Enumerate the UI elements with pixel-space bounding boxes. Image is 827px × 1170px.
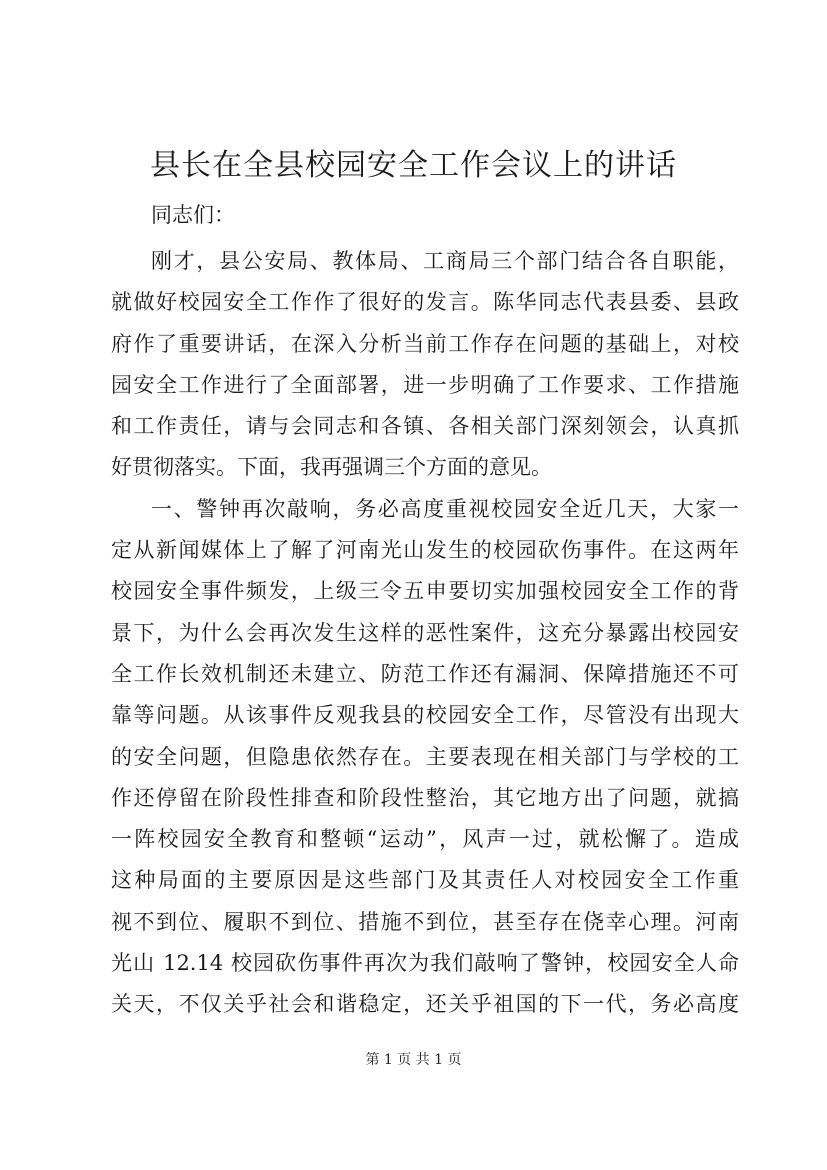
document-title: 县长在全县校园安全工作会议上的讲话 (150, 148, 677, 183)
paragraph-1 (111, 241, 739, 489)
paragraph-line: 光山 12.14 校园砍伤事件再次为我们敲响了警钟，校园安全人命 (111, 951, 739, 976)
paragraph-line: 景下，为什么会再次发生这样的恶性案件，这充分暴露出校园安 (111, 620, 739, 645)
paragraph-line: 校园安全事件频发，上级三令五申要切实加强校园安全工作的背 (111, 579, 739, 604)
paragraph-line: 的安全问题，但隐患依然存在。主要表现在相关部门与学校的工 (111, 744, 739, 769)
paragraph-line: 和工作责任，请与会同志和各镇、各相关部门深刻领会，认真抓 (111, 414, 739, 439)
paragraph-line: 定从新闻媒体上了解了河南光山发生的校园砍伤事件。在这两年 (111, 538, 739, 563)
paragraph-line: 刚才，县公安局、教体局、工商局三个部门结合各自职能， (151, 249, 739, 273)
paragraph-line: 这种局面的主要原因是这些部门及其责任人对校园安全工作重 (111, 868, 739, 893)
paragraph-line: 关天，不仅关乎社会和谐稳定，还关乎祖国的下一代，务必高度 (111, 992, 739, 1017)
paragraph-line: 全工作长效机制还未建立、防范工作还有漏洞、保障措施还不可 (111, 661, 739, 686)
paragraph-line: 就做好校园安全工作作了很好的发言。陈华同志代表县委、县政 (111, 290, 739, 315)
document-body (111, 241, 739, 1026)
paragraph-line: 好贯彻落实。下面，我再强调三个方面的意见。 (111, 455, 552, 480)
paragraph-line: 园安全工作进行了全面部署，进一步明确了工作要求、工作措施 (111, 372, 739, 397)
paragraph-line: 视不到位、履职不到位、措施不到位，甚至存在侥幸心理。河南 (111, 909, 739, 934)
paragraph-line: 一、警钟再次敲响，务必高度重视校园安全近几天，大家一 (151, 496, 739, 521)
paragraph-line: 靠等问题。从该事件反观我县的校园安全工作，尽管没有出现大 (111, 703, 739, 728)
paragraph-line: 作还停留在阶段性排查和阶段性整治，其它地方出了问题，就搞 (111, 785, 739, 810)
paragraph-2 (111, 489, 739, 1026)
paragraph-line: 府作了重要讲话，在深入分析当前工作存在问题的基础上，对校 (111, 331, 739, 356)
paragraph-line: 一阵校园安全教育和整顿“运动”，风声一过，就松懈了。造成 (111, 827, 739, 852)
salutation: 同志们： (151, 203, 235, 227)
page-number-footer: 第 1 页 共 1 页 (365, 1052, 462, 1068)
